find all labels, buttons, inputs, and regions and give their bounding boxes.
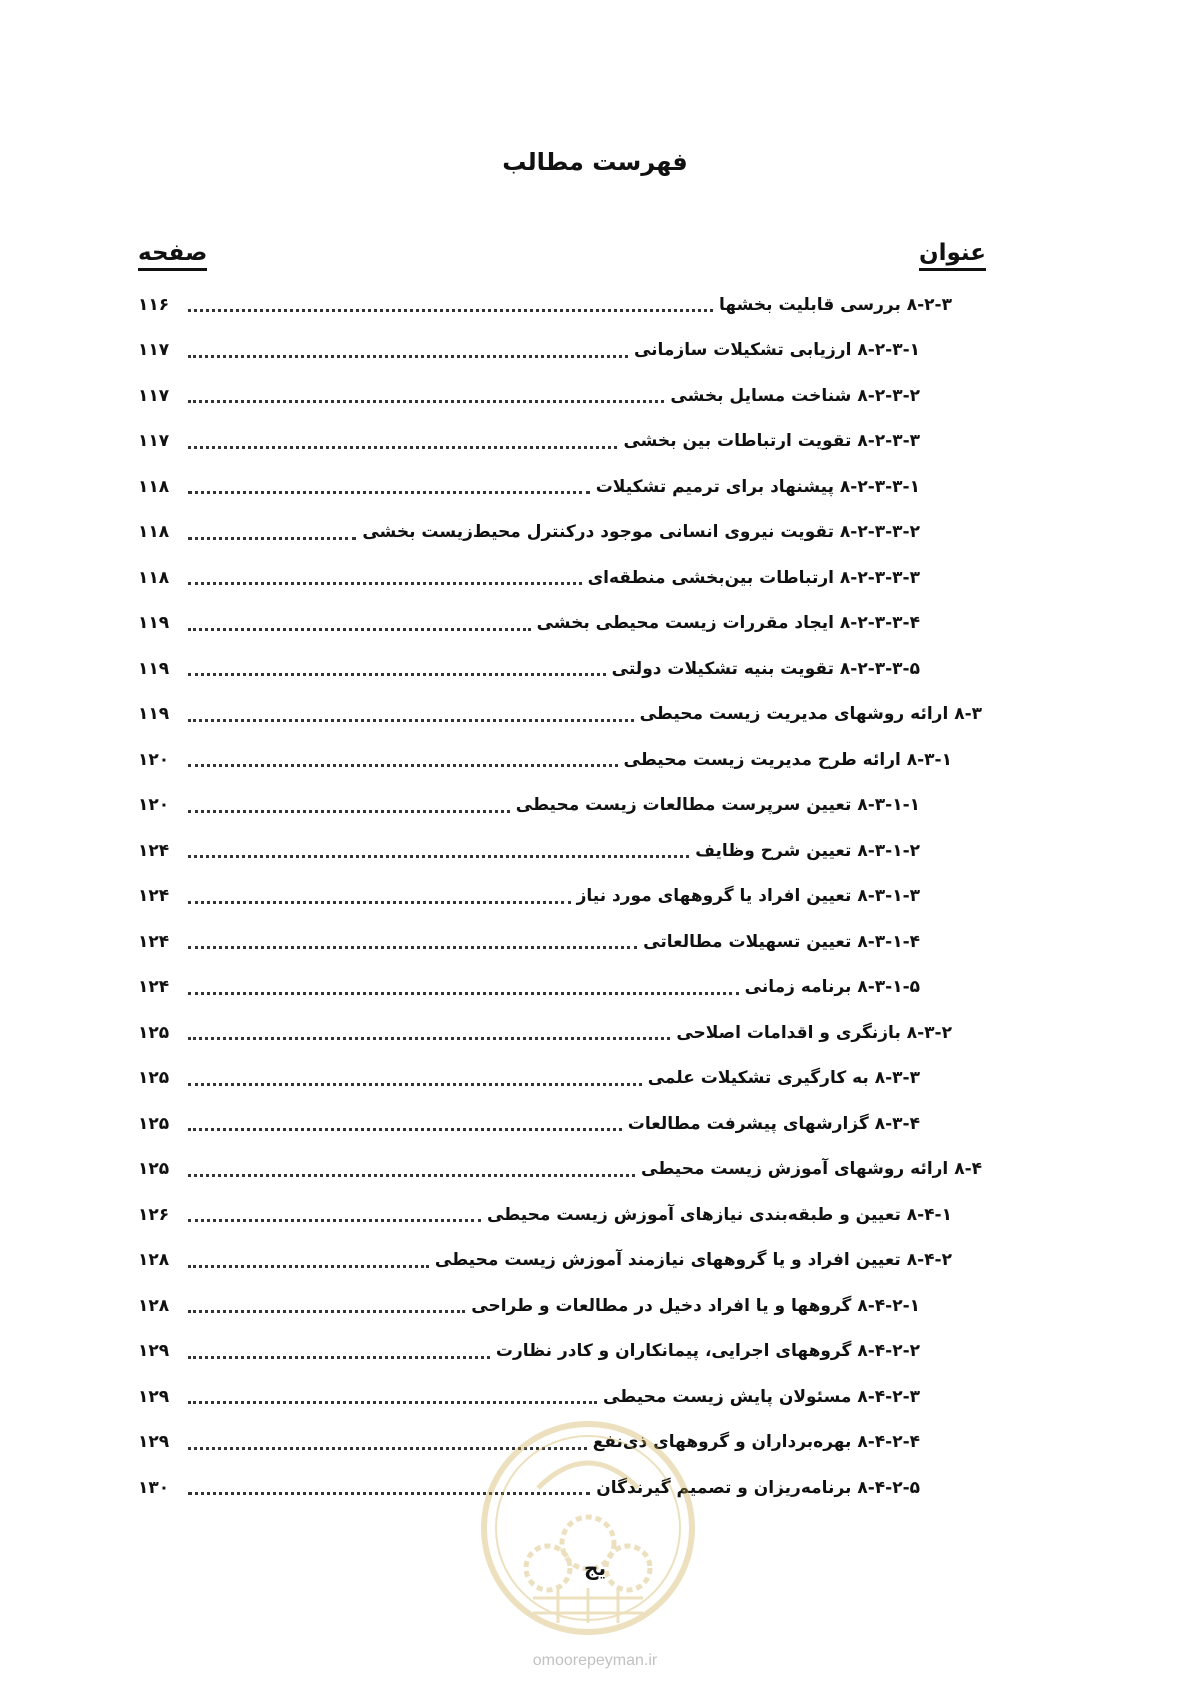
toc-entry[interactable]: [138, 783, 982, 829]
toc-entry-label: ۸-۴-۲-۴ بهره‌برداران و گروههای ذی‌نفع: [592, 1432, 920, 1453]
toc-entry-label: ۸-۳ ارائه روشهای مدیریت زیست محیطی: [639, 704, 982, 725]
dot-leader: [188, 491, 590, 494]
toc-entry-label: ۸-۲-۳-۳-۴ ایجاد مقررات زیست محیطی بخشی: [536, 613, 920, 634]
toc-entry-page: ۱۱۷: [138, 385, 170, 406]
toc-entry-page: ۱۱۸: [138, 567, 170, 588]
toc-entry[interactable]: [138, 919, 982, 965]
dot-leader: [188, 946, 637, 949]
toc-entry[interactable]: [138, 328, 982, 374]
toc-entry-page: ۱۱۸: [138, 476, 170, 497]
toc-entry-page: ۱۲۶: [138, 1204, 170, 1225]
page-title: فهرست مطالب: [502, 148, 688, 176]
toc-entry[interactable]: [138, 1238, 982, 1284]
dot-leader: [188, 1037, 670, 1040]
watermark-url: omoorepeyman.ir: [532, 1652, 658, 1669]
toc-entry-page: ۱۲۴: [138, 977, 170, 998]
toc-entry-page: ۱۲۴: [138, 840, 170, 861]
toc-entry-page: ۱۱۷: [138, 431, 170, 452]
toc-entry-label: ۸-۲-۳-۳-۵ تقویت بنیه تشکیلات دولتی: [611, 658, 920, 679]
toc-entry-page: ۱۲۰: [138, 795, 170, 816]
toc-entry[interactable]: [138, 828, 982, 874]
dot-leader: [188, 1265, 429, 1268]
toc-entry[interactable]: [138, 601, 982, 647]
dot-leader: [188, 1310, 465, 1313]
toc-entry[interactable]: [138, 1147, 982, 1193]
dot-leader: [188, 855, 689, 858]
toc-entry-label: ۸-۴-۲-۳ مسئولان پایش زیست محیطی: [602, 1386, 920, 1407]
dot-leader: [188, 1174, 635, 1177]
dot-leader: [188, 1356, 490, 1359]
toc-entry-label: ۸-۲-۳-۳ تقویت ارتباطات بین بخشی: [623, 431, 920, 452]
toc-entry-label: ۸-۴-۲ تعیین افراد و یا گروههای نیازمند آموزش زیست محیطی: [434, 1250, 952, 1271]
dot-leader: [188, 901, 571, 904]
dot-leader: [188, 810, 510, 813]
toc-entry-page: ۱۱۶: [138, 294, 170, 315]
toc-entry-page: ۱۱۷: [138, 340, 170, 361]
dot-leader: [188, 309, 713, 312]
toc-entry-label: ۸-۲-۳-۳-۱ پیشنهاد برای ترمیم تشکیلات: [595, 476, 920, 497]
toc-entry-label: ۸-۴-۲-۵ برنامه‌ریزان و تصمیم گیرندگان: [596, 1477, 920, 1498]
toc-entry-label: ۸-۲-۳ بررسی قابلیت بخشها: [719, 294, 952, 315]
toc-entry[interactable]: [138, 646, 982, 692]
toc-entry-page: ۱۲۵: [138, 1022, 170, 1043]
toc-entry-page: ۱۲۴: [138, 931, 170, 952]
dot-leader: [188, 400, 664, 403]
toc-entry-label: ۸-۳-۱-۳ تعیین افراد یا گروههای مورد نیاز: [576, 886, 920, 907]
dot-leader: [188, 628, 531, 631]
toc-entry[interactable]: [138, 1010, 982, 1056]
dot-leader: [188, 1219, 481, 1222]
toc-entry-label: ۸-۳-۲ بازنگری و اقدامات اصلاحی: [676, 1022, 952, 1043]
toc-entry-label: ۸-۲-۳-۳-۳ ارتباطات بین‌بخشی منطقه‌ای: [587, 567, 920, 588]
toc-entry-page: ۱۲۵: [138, 1068, 170, 1089]
dot-leader: [188, 673, 606, 676]
toc-entry[interactable]: [138, 692, 982, 738]
dot-leader: [188, 1128, 622, 1131]
toc-entry-page: ۱۳۰: [138, 1477, 170, 1498]
toc-entry-page: ۱۲۵: [138, 1113, 170, 1134]
toc-entry[interactable]: [138, 1056, 982, 1102]
dot-leader: [188, 719, 634, 722]
toc-entry[interactable]: [138, 373, 982, 419]
table-of-contents: [138, 282, 982, 1511]
toc-entry[interactable]: [138, 737, 982, 783]
toc-entry-label: ۸-۳-۱-۵ برنامه زمانی: [744, 977, 920, 998]
toc-entry-label: ۸-۳-۱-۱ تعیین سرپرست مطالعات زیست محیطی: [515, 795, 920, 816]
toc-entry-label: ۸-۳-۱ ارائه طرح مدیریت زیست محیطی: [623, 749, 952, 770]
toc-entry[interactable]: [138, 510, 982, 556]
page-column-header: صفحه: [138, 240, 207, 271]
toc-entry-label: ۸-۲-۳-۲ شناخت مسایل بخشی: [670, 385, 920, 406]
toc-entry-page: ۱۱۹: [138, 613, 170, 634]
toc-entry-page: ۱۲۹: [138, 1341, 170, 1362]
toc-entry-label: ۸-۳-۴ گزارشهای پیشرفت مطالعات: [627, 1113, 920, 1134]
toc-entry[interactable]: [138, 874, 982, 920]
toc-entry-page: ۱۲۸: [138, 1295, 170, 1316]
toc-entry-page: ۱۲۹: [138, 1432, 170, 1453]
toc-entry[interactable]: [138, 1374, 982, 1420]
seal-logo-icon: [478, 1418, 698, 1638]
title-column-header: عنوان: [919, 240, 986, 271]
toc-entry-label: ۸-۳-۱-۴ تعیین تسهیلات مطالعاتی: [643, 931, 920, 952]
toc-entry[interactable]: [138, 1101, 982, 1147]
toc-entry-page: ۱۱۹: [138, 704, 170, 725]
toc-entry-page: ۱۱۸: [138, 522, 170, 543]
toc-entry-page: ۱۲۴: [138, 886, 170, 907]
toc-entry-page: ۱۲۵: [138, 1159, 170, 1180]
dot-leader: [188, 764, 618, 767]
toc-entry-label: ۸-۴ ارائه روشهای آموزش زیست محیطی: [641, 1159, 982, 1180]
toc-entry[interactable]: [138, 419, 982, 465]
toc-entry[interactable]: [138, 1329, 982, 1375]
toc-entry-page: ۱۱۹: [138, 658, 170, 679]
toc-entry[interactable]: [138, 1283, 982, 1329]
toc-entry[interactable]: [138, 555, 982, 601]
toc-entry-page: ۱۲۸: [138, 1250, 170, 1271]
toc-entry[interactable]: [138, 282, 982, 328]
toc-entry[interactable]: [138, 965, 982, 1011]
toc-entry-label: ۸-۴-۱ تعیین و طبقه‌بندی نیازهای آموزش زیست محیطی: [486, 1204, 952, 1225]
toc-entry-page: ۱۲۰: [138, 749, 170, 770]
toc-entry-page: ۱۲۹: [138, 1386, 170, 1407]
toc-entry-label: ۸-۲-۳-۱ ارزیابی تشکیلات سازمانی: [633, 340, 920, 361]
dot-leader: [188, 355, 628, 358]
dot-leader: [188, 1083, 642, 1086]
toc-entry-label: ۸-۲-۳-۳-۲ تقویت نیروی انسانی موجود درکنترل محیط‌زیست بخشی: [362, 522, 920, 543]
dot-leader: [188, 582, 582, 585]
dot-leader: [188, 446, 617, 449]
dot-leader: [188, 1401, 597, 1404]
toc-entry[interactable]: [138, 1192, 982, 1238]
toc-entry-label: ۸-۳-۳ به کارگیری تشکیلات علمی: [647, 1068, 920, 1089]
toc-entry-label: ۸-۳-۱-۲ تعیین شرح وظایف: [695, 840, 920, 861]
page-folio: یج: [584, 1556, 606, 1580]
toc-entry-label: ۸-۴-۲-۱ گروهها و یا افراد دخیل در مطالعات و طراحی: [471, 1295, 920, 1316]
toc-entry[interactable]: [138, 464, 982, 510]
dot-leader: [188, 537, 356, 540]
dot-leader: [188, 992, 739, 995]
toc-entry-label: ۸-۴-۲-۲ گروههای اجرایی، پیمانکاران و کادر نظارت: [495, 1341, 920, 1362]
